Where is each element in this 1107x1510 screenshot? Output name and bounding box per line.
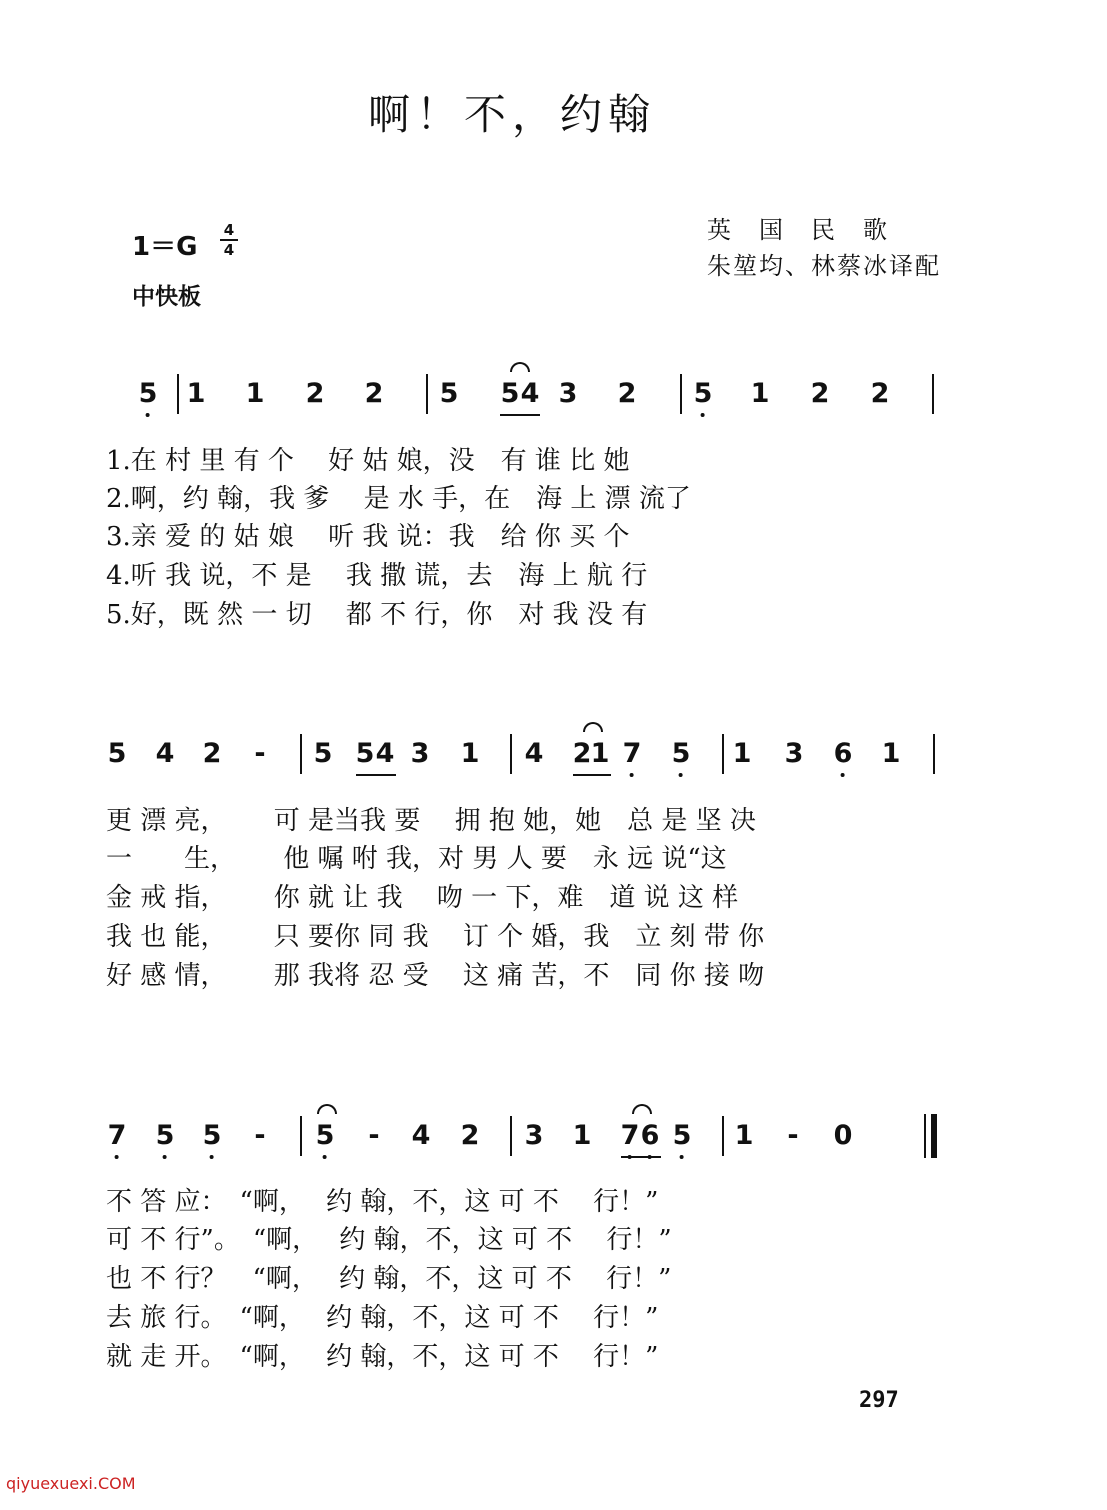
lyric-line: 我 也 能， 只 要你 同 我 订 个 婚，我 立 刻 带 你 [106,922,765,952]
note: 5 [355,738,375,769]
note: 2 [617,378,637,409]
time-signature-bottom: 4 [223,241,235,259]
note: 3 [784,738,804,769]
notation-row-1 [0,378,1107,422]
note: 4 [524,738,544,769]
dash: - [787,1120,799,1151]
key-signature: 1＝G [132,232,198,262]
note: 3 [524,1120,544,1151]
barline [932,374,934,414]
dash: - [368,1120,380,1151]
pickup-note: 5 [138,378,158,409]
lyric-line: 3.亲 爱 的 姑 娘 听 我 说：我 给 你 买 个 [106,522,630,552]
barline [680,374,682,414]
note: 3 [410,738,430,769]
note: 6 [833,738,853,769]
note: 2 [810,378,830,409]
lyric-line: 1.在 村 里 有 个 好 姑 娘，没 有 谁 比 她 [106,446,630,476]
slur-mark [632,1104,652,1114]
lyric-line: 5.好，既 然 一 切 都 不 行，你 对 我 没 有 [106,600,648,630]
lyric-line: 好 感 情， 那 我将 忍 受 这 痛 苦，不 同 你 接 吻 [106,961,765,991]
note: 1 [732,738,752,769]
note: 6 [640,1120,660,1151]
note: 1 [750,378,770,409]
time-signature [218,222,240,258]
note: 5 [671,738,691,769]
note: 5 [155,1120,175,1151]
barline [933,734,935,774]
underline-beam [356,774,396,776]
note: 2 [364,378,384,409]
lyric-line: 更 漂 亮， 可 是当我 要 拥 抱 她，她 总 是 坚 决 [106,806,756,836]
lyric-line: 可 不 行”。 “啊， 约 翰，不，这 可 不 行！” [106,1225,672,1255]
note: 5 [672,1120,692,1151]
page-number: 297 [859,1388,899,1413]
note: 2 [305,378,325,409]
note: 5 [107,738,127,769]
note: 5 [500,378,520,409]
note: 1 [572,1120,592,1151]
note: 4 [411,1120,431,1151]
note: 1 [245,378,265,409]
lyric-line: 去 旅 行。 “啊， 约 翰，不，这 可 不 行！” [106,1303,659,1333]
note: 0 [833,1120,853,1151]
lyric-line: 一 生， 他 嘱 咐 我，对 男 人 要 永 远 说“这 [106,844,727,874]
note: 2 [870,378,890,409]
note: 5 [439,378,459,409]
note: 7 [107,1120,127,1151]
lyric-line: 4.听 我 说，不 是 我 撒 谎，去 海 上 航 行 [106,561,648,591]
notation-row-2 [0,738,1107,782]
note: 7 [620,1120,640,1151]
barline [300,734,302,774]
lyric-line: 金 戒 指， 你 就 让 我 吻 一 下，难 道 说 这 样 [106,883,739,913]
note: 1 [590,738,610,769]
slur-mark [583,722,603,732]
barline [510,1116,512,1156]
lyric-line: 不 答 应： “啊， 约 翰，不，这 可 不 行！” [106,1187,659,1217]
final-barline-thick [931,1114,937,1158]
slur-mark [510,362,530,372]
note: 2 [460,1120,480,1151]
note: 5 [315,1120,335,1151]
lyric-line: 也 不 行？ “啊， 约 翰，不，这 可 不 行！” [106,1264,672,1294]
barline [426,374,428,414]
note: 4 [155,738,175,769]
underline-beam [621,1156,661,1158]
time-signature-top: 4 [223,221,235,239]
note: 1 [881,738,901,769]
note: 4 [520,378,540,409]
dash: - [254,738,266,769]
notation-row-3 [0,1120,1107,1164]
barline [722,734,724,774]
note: 2 [202,738,222,769]
origin-credit: 英 国 民 歌 [707,216,889,244]
barline [177,374,179,414]
note: 5 [202,1120,222,1151]
barline [300,1116,302,1156]
note: 5 [693,378,713,409]
tempo-marking: 中快板 [132,284,201,310]
note: 1 [186,378,206,409]
underline-beam [573,774,611,776]
note: 2 [572,738,592,769]
note: 1 [460,738,480,769]
fermata-mark [317,1104,337,1114]
underline-beam [500,414,540,416]
barline [510,734,512,774]
note: 4 [375,738,395,769]
lyric-line: 就 走 开。 “啊， 约 翰，不，这 可 不 行！” [106,1342,659,1372]
watermark: qiyuexuexi.COM [6,1474,136,1493]
note: 5 [313,738,333,769]
note: 1 [734,1120,754,1151]
note: 7 [622,738,642,769]
final-barline-thin [924,1114,926,1158]
arranger-credit: 朱堃均、林蔡冰译配 [707,252,941,280]
barline [722,1116,724,1156]
dash: - [254,1120,266,1151]
song-title: 啊！不，约翰 [368,90,657,139]
lyric-line: 2.啊，约 翰，我 爹 是 水 手，在 海 上 漂 流了 [106,484,691,514]
note: 3 [558,378,578,409]
